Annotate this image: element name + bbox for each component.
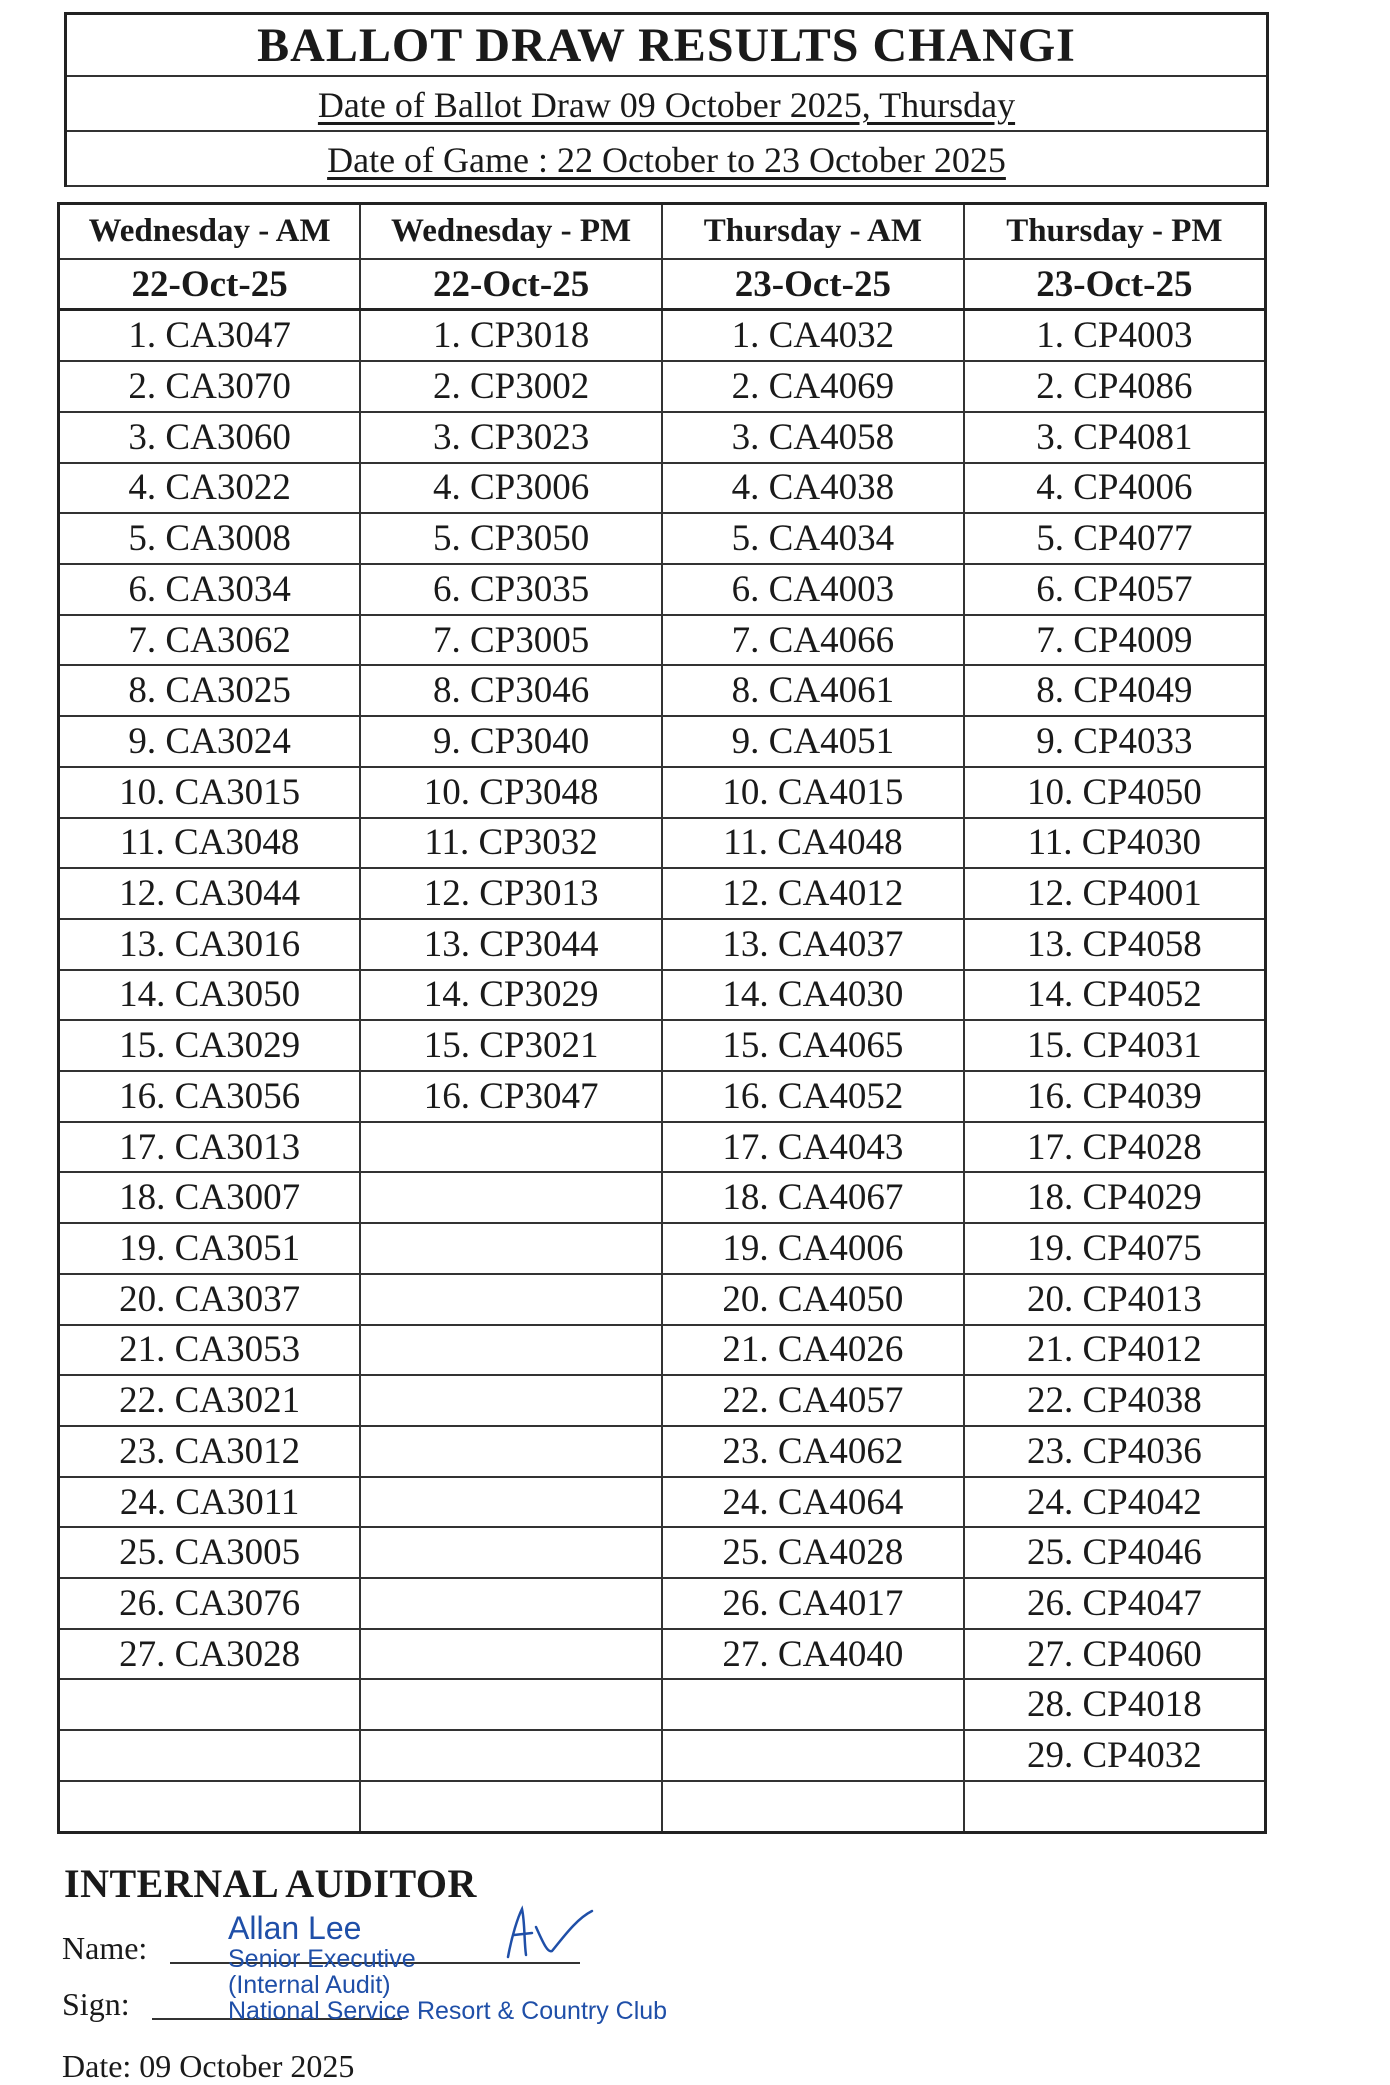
table-row (59, 1223, 1266, 1274)
ballot-entry: 15. CP4031 (964, 1020, 1266, 1071)
ballot-entry: 14. CA4030 (662, 970, 964, 1021)
ballot-entry: 16. CA4052 (662, 1071, 964, 1122)
ballot-entry (360, 1122, 662, 1173)
table-row (59, 1426, 1266, 1477)
ballot-entry: 2. CP3002 (360, 361, 662, 412)
stamp-dept: (Internal Audit) (228, 1970, 391, 1999)
ballot-entry: 5. CA4034 (662, 513, 964, 564)
ballot-entry: 24. CA4064 (662, 1477, 964, 1528)
ballot-entry: 12. CP4001 (964, 868, 1266, 919)
ballot-entry: 19. CP4075 (964, 1223, 1266, 1274)
ballot-entry: 3. CP3023 (360, 412, 662, 463)
ballot-entry: 17. CA3013 (59, 1122, 361, 1173)
page-title: BALLOT DRAW RESULTS CHANGI (67, 15, 1266, 77)
ballot-entry: 6. CP4057 (964, 564, 1266, 615)
ballot-entry: 23. CA3012 (59, 1426, 361, 1477)
ballot-entry: 7. CA4066 (662, 615, 964, 666)
ballot-results-table (57, 202, 1267, 1834)
table-row (59, 1020, 1266, 1071)
ballot-entry: 4. CP4006 (964, 463, 1266, 514)
session-date: 23-Oct-25 (964, 259, 1266, 310)
table-row (59, 1629, 1266, 1680)
ballot-entry: 19. CA3051 (59, 1223, 361, 1274)
ballot-entry: 3. CP4081 (964, 412, 1266, 463)
ballot-entry (360, 1629, 662, 1680)
date-footer: Date: 09 October 2025 (62, 2048, 355, 2084)
table-row (59, 1730, 1266, 1781)
ballot-entry (360, 1578, 662, 1629)
ballot-entry: 8. CP4049 (964, 665, 1266, 716)
results-header (64, 12, 1269, 187)
table-row (59, 716, 1266, 767)
stamp-org: National Service Resort & Country Club (228, 1997, 668, 2026)
ballot-entry: 3. CA3060 (59, 412, 361, 463)
ballot-entry: 11. CP4030 (964, 818, 1266, 869)
ballot-entry: 5. CA3008 (59, 513, 361, 564)
ballot-entry: 25. CA3005 (59, 1527, 361, 1578)
ballot-entry: 1. CA4032 (662, 310, 964, 361)
game-date (67, 132, 1266, 187)
game-date-text: Date of Game : 22 October to 23 October 2025 (327, 140, 1006, 180)
table-row (59, 310, 1266, 361)
table-row (59, 665, 1266, 716)
ballot-entry: 6. CP3035 (360, 564, 662, 615)
table-row (59, 767, 1266, 818)
session-date: 23-Oct-25 (662, 259, 964, 310)
ballot-entry: 27. CA4040 (662, 1629, 964, 1680)
ballot-entry: 19. CA4006 (662, 1223, 964, 1274)
ballot-entry (360, 1172, 662, 1223)
ballot-draw-date-text: Date of Ballot Draw 09 October 2025, Thursday (317, 85, 1016, 125)
table-row (59, 513, 1266, 564)
ballot-entry (360, 1325, 662, 1376)
ballot-entry: 2. CA3070 (59, 361, 361, 412)
ballot-entry: 10. CA4015 (662, 767, 964, 818)
ballot-results-body (59, 204, 1266, 1833)
ballot-entry: 21. CA4026 (662, 1325, 964, 1376)
session-header: Wednesday - AM (59, 204, 361, 259)
ballot-entry: 6. CA4003 (662, 564, 964, 615)
ballot-entry (59, 1730, 361, 1781)
ballot-entry: 21. CA3053 (59, 1325, 361, 1376)
table-row (59, 564, 1266, 615)
table-row (59, 919, 1266, 970)
table-row (59, 1781, 1266, 1833)
ballot-entry: 1. CP4003 (964, 310, 1266, 361)
ballot-entry: 13. CP4058 (964, 919, 1266, 970)
ballot-entry: 12. CA3044 (59, 868, 361, 919)
ballot-entry (662, 1730, 964, 1781)
ballot-entry: 16. CP3047 (360, 1071, 662, 1122)
signature-scribble (500, 1905, 600, 1963)
ballot-entry: 16. CP4039 (964, 1071, 1266, 1122)
session-date-row (59, 259, 1266, 310)
ballot-entry: 26. CA3076 (59, 1578, 361, 1629)
ballot-entry: 3. CA4058 (662, 412, 964, 463)
ballot-entry: 9. CP3040 (360, 716, 662, 767)
table-row (59, 970, 1266, 1021)
table-row (59, 1122, 1266, 1173)
ballot-entry (964, 1781, 1266, 1833)
ballot-entry: 4. CA4038 (662, 463, 964, 514)
ballot-entry (360, 1375, 662, 1426)
ballot-entry: 23. CA4062 (662, 1426, 964, 1477)
ballot-entry (360, 1679, 662, 1730)
ballot-entry: 9. CA3024 (59, 716, 361, 767)
ballot-entry: 14. CP3029 (360, 970, 662, 1021)
ballot-entry: 15. CA4065 (662, 1020, 964, 1071)
ballot-entry: 15. CP3021 (360, 1020, 662, 1071)
ballot-entry: 18. CA3007 (59, 1172, 361, 1223)
ballot-draw-date (67, 77, 1266, 132)
ballot-entry: 10. CP4050 (964, 767, 1266, 818)
ballot-entry: 12. CP3013 (360, 868, 662, 919)
table-row (59, 1679, 1266, 1730)
ballot-entry (360, 1730, 662, 1781)
ballot-entry: 25. CP4046 (964, 1527, 1266, 1578)
ballot-entry: 16. CA3056 (59, 1071, 361, 1122)
ballot-entry: 11. CA4048 (662, 818, 964, 869)
ballot-entry: 29. CP4032 (964, 1730, 1266, 1781)
ballot-entry: 13. CA3016 (59, 919, 361, 970)
ballot-entry: 23. CP4036 (964, 1426, 1266, 1477)
ballot-entry: 11. CP3032 (360, 818, 662, 869)
ballot-entry (360, 1274, 662, 1325)
ballot-entry: 22. CA3021 (59, 1375, 361, 1426)
ballot-entry: 22. CA4057 (662, 1375, 964, 1426)
stamp-title: Senior Executive (228, 1944, 416, 1973)
ballot-entry: 17. CA4043 (662, 1122, 964, 1173)
ballot-entry: 14. CA3050 (59, 970, 361, 1021)
ballot-entry (360, 1781, 662, 1833)
sign-label: Sign: (62, 1986, 130, 2022)
auditor-heading: INTERNAL AUDITOR (64, 1861, 477, 1906)
table-row (59, 1325, 1266, 1376)
ballot-entry: 22. CP4038 (964, 1375, 1266, 1426)
ballot-entry: 10. CP3048 (360, 767, 662, 818)
ballot-entry (360, 1477, 662, 1528)
auditor-stamp (228, 1912, 667, 2024)
ballot-entry: 13. CA4037 (662, 919, 964, 970)
ballot-entry: 28. CP4018 (964, 1679, 1266, 1730)
ballot-entry: 27. CP4060 (964, 1629, 1266, 1680)
stamp-name: Allan Lee (228, 1910, 362, 1946)
ballot-entry: 7. CP3005 (360, 615, 662, 666)
ballot-entry (360, 1527, 662, 1578)
ballot-entry (59, 1781, 361, 1833)
ballot-entry: 7. CA3062 (59, 615, 361, 666)
ballot-entry: 5. CP3050 (360, 513, 662, 564)
ballot-entry (360, 1426, 662, 1477)
table-row (59, 868, 1266, 919)
ballot-entry: 9. CA4051 (662, 716, 964, 767)
ballot-entry: 21. CP4012 (964, 1325, 1266, 1376)
table-row (59, 1172, 1266, 1223)
ballot-entry: 26. CP4047 (964, 1578, 1266, 1629)
table-row (59, 818, 1266, 869)
session-header: Thursday - PM (964, 204, 1266, 259)
ballot-entry (662, 1781, 964, 1833)
table-row (59, 1527, 1266, 1578)
ballot-entry: 24. CA3011 (59, 1477, 361, 1528)
table-row (59, 1071, 1266, 1122)
session-date: 22-Oct-25 (59, 259, 361, 310)
ballot-entry (662, 1679, 964, 1730)
table-row (59, 1375, 1266, 1426)
ballot-entry: 20. CP4013 (964, 1274, 1266, 1325)
ballot-entry: 18. CA4067 (662, 1172, 964, 1223)
ballot-entry: 17. CP4028 (964, 1122, 1266, 1173)
ballot-entry (59, 1679, 361, 1730)
ballot-entry: 8. CP3046 (360, 665, 662, 716)
ballot-entry: 1. CA3047 (59, 310, 361, 361)
ballot-entry: 20. CA4050 (662, 1274, 964, 1325)
ballot-entry: 1. CP3018 (360, 310, 662, 361)
ballot-entry: 2. CP4086 (964, 361, 1266, 412)
ballot-entry: 10. CA3015 (59, 767, 361, 818)
ballot-entry: 15. CA3029 (59, 1020, 361, 1071)
table-row (59, 412, 1266, 463)
ballot-entry: 13. CP3044 (360, 919, 662, 970)
ballot-entry: 5. CP4077 (964, 513, 1266, 564)
session-header-row (59, 204, 1266, 259)
table-row (59, 463, 1266, 514)
table-row (59, 361, 1266, 412)
ballot-entry: 11. CA3048 (59, 818, 361, 869)
ballot-entry: 18. CP4029 (964, 1172, 1266, 1223)
session-header: Wednesday - PM (360, 204, 662, 259)
table-row (59, 1578, 1266, 1629)
ballot-entry: 26. CA4017 (662, 1578, 964, 1629)
ballot-entry: 8. CA4061 (662, 665, 964, 716)
ballot-entry: 9. CP4033 (964, 716, 1266, 767)
ballot-entry: 8. CA3025 (59, 665, 361, 716)
ballot-entry: 14. CP4052 (964, 970, 1266, 1021)
ballot-entry: 25. CA4028 (662, 1527, 964, 1578)
ballot-entry: 6. CA3034 (59, 564, 361, 615)
ballot-entry: 7. CP4009 (964, 615, 1266, 666)
ballot-entry: 27. CA3028 (59, 1629, 361, 1680)
ballot-entry: 24. CP4042 (964, 1477, 1266, 1528)
session-header: Thursday - AM (662, 204, 964, 259)
ballot-entry: 4. CA3022 (59, 463, 361, 514)
table-row (59, 1477, 1266, 1528)
name-label: Name: (62, 1930, 148, 1966)
ballot-entry: 20. CA3037 (59, 1274, 361, 1325)
ballot-entry (360, 1223, 662, 1274)
session-date: 22-Oct-25 (360, 259, 662, 310)
table-row (59, 1274, 1266, 1325)
ballot-entry: 4. CP3006 (360, 463, 662, 514)
ballot-entry: 2. CA4069 (662, 361, 964, 412)
table-row (59, 615, 1266, 666)
ballot-entry: 12. CA4012 (662, 868, 964, 919)
